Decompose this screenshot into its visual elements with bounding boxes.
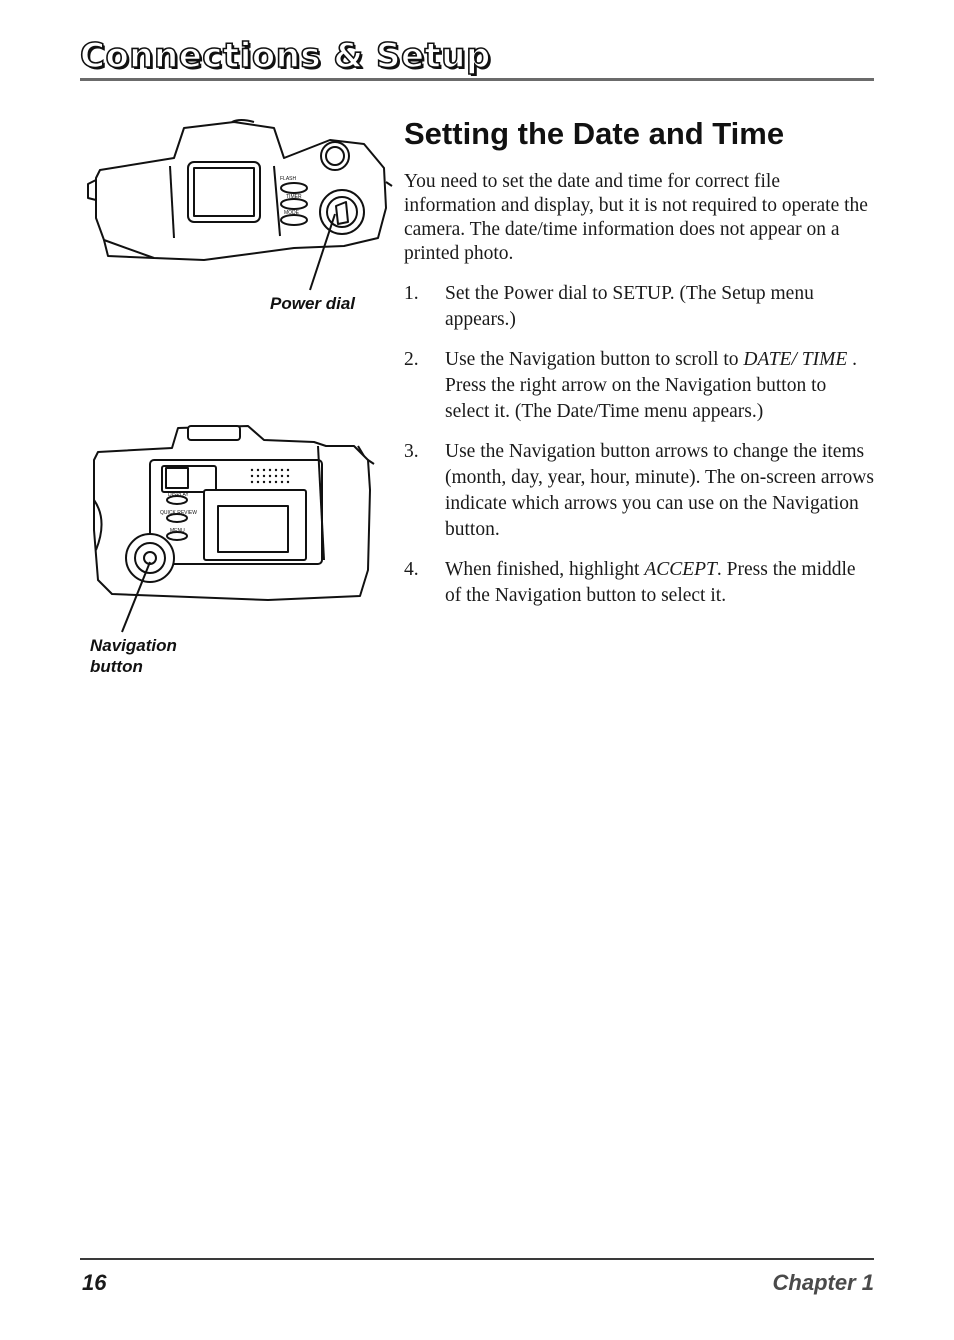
section-heading: Setting the Date and Time [404,116,785,151]
step-text-post: . Press the right arrow on the Navigation button to select it. (The Date/Time menu appears.) [445,349,857,422]
step-text-italic: ACCEPT [644,559,717,580]
page-number: 16 [82,1270,107,1295]
step-number: 1. [404,283,419,304]
flash-button-label: FLASH [280,176,297,182]
display-button-label: DISPLAY [168,492,189,498]
navigation-caption-line2: button [90,657,143,676]
step-text-pre: When finished, highlight [445,559,645,580]
steps-list [404,281,874,623]
step-item [404,439,874,543]
menu-button-label: MENU [170,528,185,534]
page-header-title: Connections & Setup [80,36,491,76]
footer-rule [80,1258,874,1260]
navigation-button-caption [90,635,177,677]
step-number: 4. [404,559,419,580]
step-text: Use the Navigation button arrows to change the items (month, day, year, hour, minute). The on-screen arrows indicate which arrows you can use on the Navigation button. [445,441,874,540]
mode-button-label: MODE [284,210,299,216]
timer-button-label: TIMER [286,194,302,200]
step-number: 3. [404,441,419,462]
step-text: Set the Power dial to SETUP. (The Setup menu appears.) [445,283,814,330]
power-dial-caption: Power dial [270,294,356,313]
navigation-caption-line1: Navigation [90,636,177,655]
header-rule [80,78,874,81]
step-item [404,281,874,333]
quick-review-button-label: QUICK REVIEW [160,510,197,516]
step-text-italic: DATE/ TIME [743,349,848,370]
step-text-pre: Use the Navigation button to scroll to [445,349,744,370]
intro-paragraph: You need to set the date and time for correct file information and display, but it is not required to operate the camera. The date/time information does not appear on a printed photo. [404,171,868,264]
step-item [404,347,874,425]
camera-back-view-illustration [88,420,378,640]
step-text-post: . Press the middle of the Navigation button to select it. [445,559,856,606]
step-number: 2. [404,349,419,370]
step-item [404,557,874,609]
chapter-label: Chapter 1 [772,1270,874,1295]
camera-top-view-illustration [84,118,394,318]
